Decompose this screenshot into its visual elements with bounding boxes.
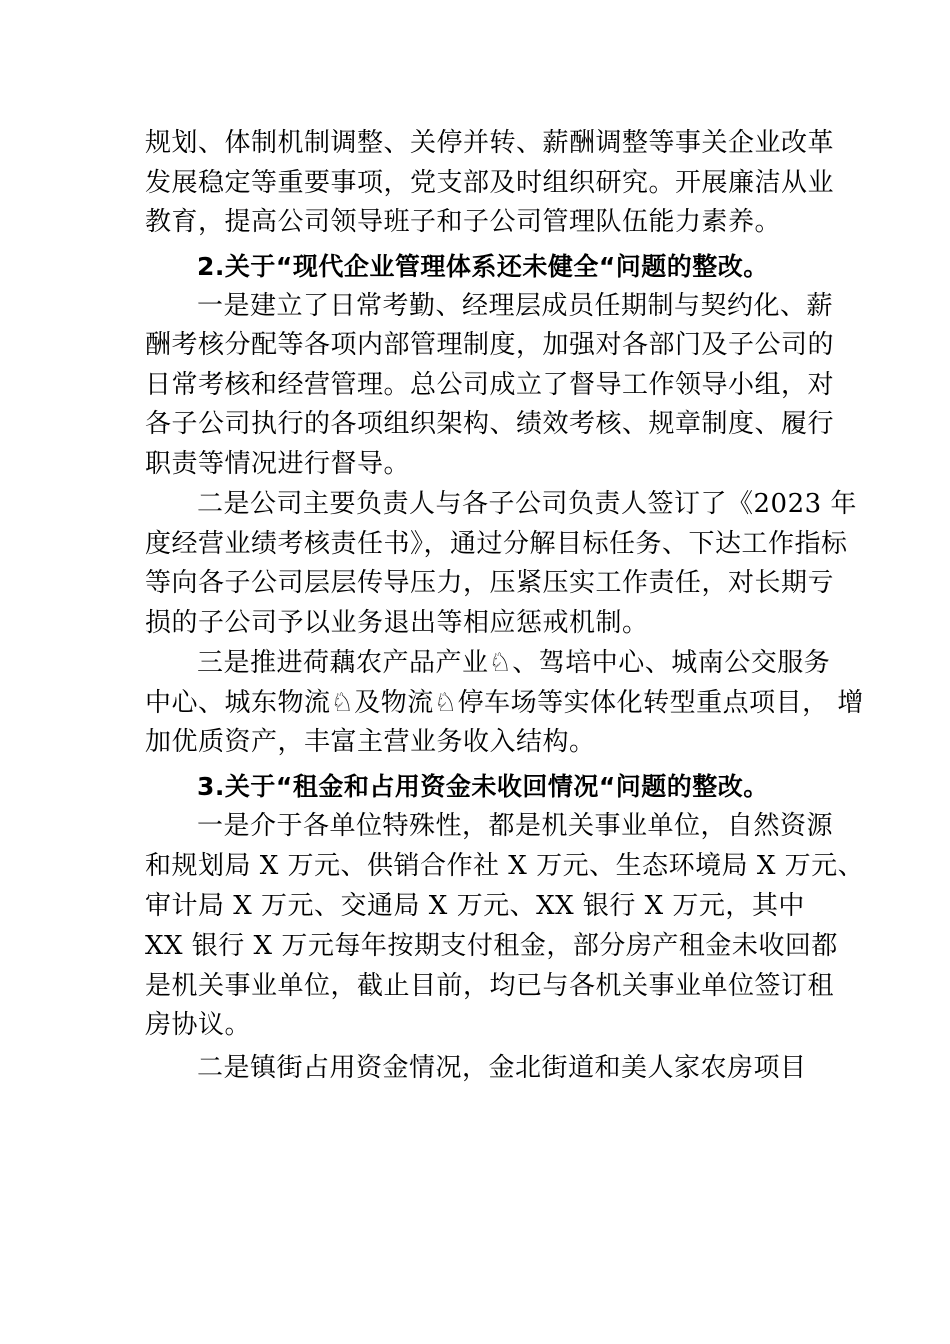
paragraph-line: XX 银行 X 万元每年按期支付租金，部分房产租金未收回都 (145, 931, 838, 961)
paragraph-line: 是机关事业单位，截止目前，均已与各机关事业单位签订租 (145, 971, 835, 1001)
paragraph-line: 发展稳定等重要事项，党支部及时组织研究。开展廉洁从业 (145, 168, 835, 198)
paragraph-line: 等向各子公司层层传导压力，压紧压实工作责任，对长期亏 (145, 568, 835, 598)
paragraph-line: 规划、体制机制调整、关停并转、薪酬调整等事关企业改革 (145, 128, 835, 158)
paragraph-line: 一是介于各单位特殊性，都是机关事业单位，自然资源 (197, 811, 834, 841)
paragraph-line: 审计局 X 万元、交通局 X 万元、XX 银行 X 万元，其中 (145, 891, 805, 921)
paragraph-line: 二是公司主要负责人与各子公司负责人签订了《2023 年 (197, 489, 857, 519)
paragraph-line: 三是推进荷藕农产品产业♘、驾培中心、城南公交服务 (197, 648, 831, 678)
paragraph-line: 酬考核分配等各项内部管理制度，加强对各部门及子公司的 (145, 330, 835, 360)
paragraph-line: 度经营业绩考核责任书》，通过分解目标任务、下达工作指标 (145, 529, 848, 559)
paragraph-line: 二是镇街占用资金情况，金北街道和美人家农房项目 (197, 1053, 807, 1083)
paragraph-line: 房协议。 (145, 1010, 252, 1040)
paragraph-line: 教育，提高公司领导班子和子公司管理队伍能力素养。 (145, 207, 782, 237)
paragraph-line: 中心、城东物流♘及物流♘停车场等实体化转型重点项目， 增 (145, 688, 864, 718)
paragraph-line: 损的子公司予以业务退出等相应惩戒机制。 (145, 608, 649, 638)
paragraph-line: 各子公司执行的各项组织架构、绩效考核、规章制度、履行 (145, 409, 835, 439)
paragraph-line: 加优质资产，丰富主营业务收入结构。 (145, 727, 596, 757)
section-heading-2: 2.关于“现代企业管理体系还未健全“问题的整改。 (197, 252, 769, 281)
section-heading-3: 3.关于“租金和占用资金未收回情况“问题的整改。 (197, 772, 769, 801)
paragraph-line: 职责等情况进行督导。 (145, 449, 411, 479)
paragraph-line: 一是建立了日常考勤、经理层成员任期制与契约化、薪 (197, 291, 834, 321)
paragraph-line: 日常考核和经营管理。总公司成立了督导工作领导小组，对 (145, 370, 835, 400)
paragraph-line: 和规划局 X 万元、供销合作社 X 万元、生态环境局 X 万元、 (145, 851, 865, 881)
